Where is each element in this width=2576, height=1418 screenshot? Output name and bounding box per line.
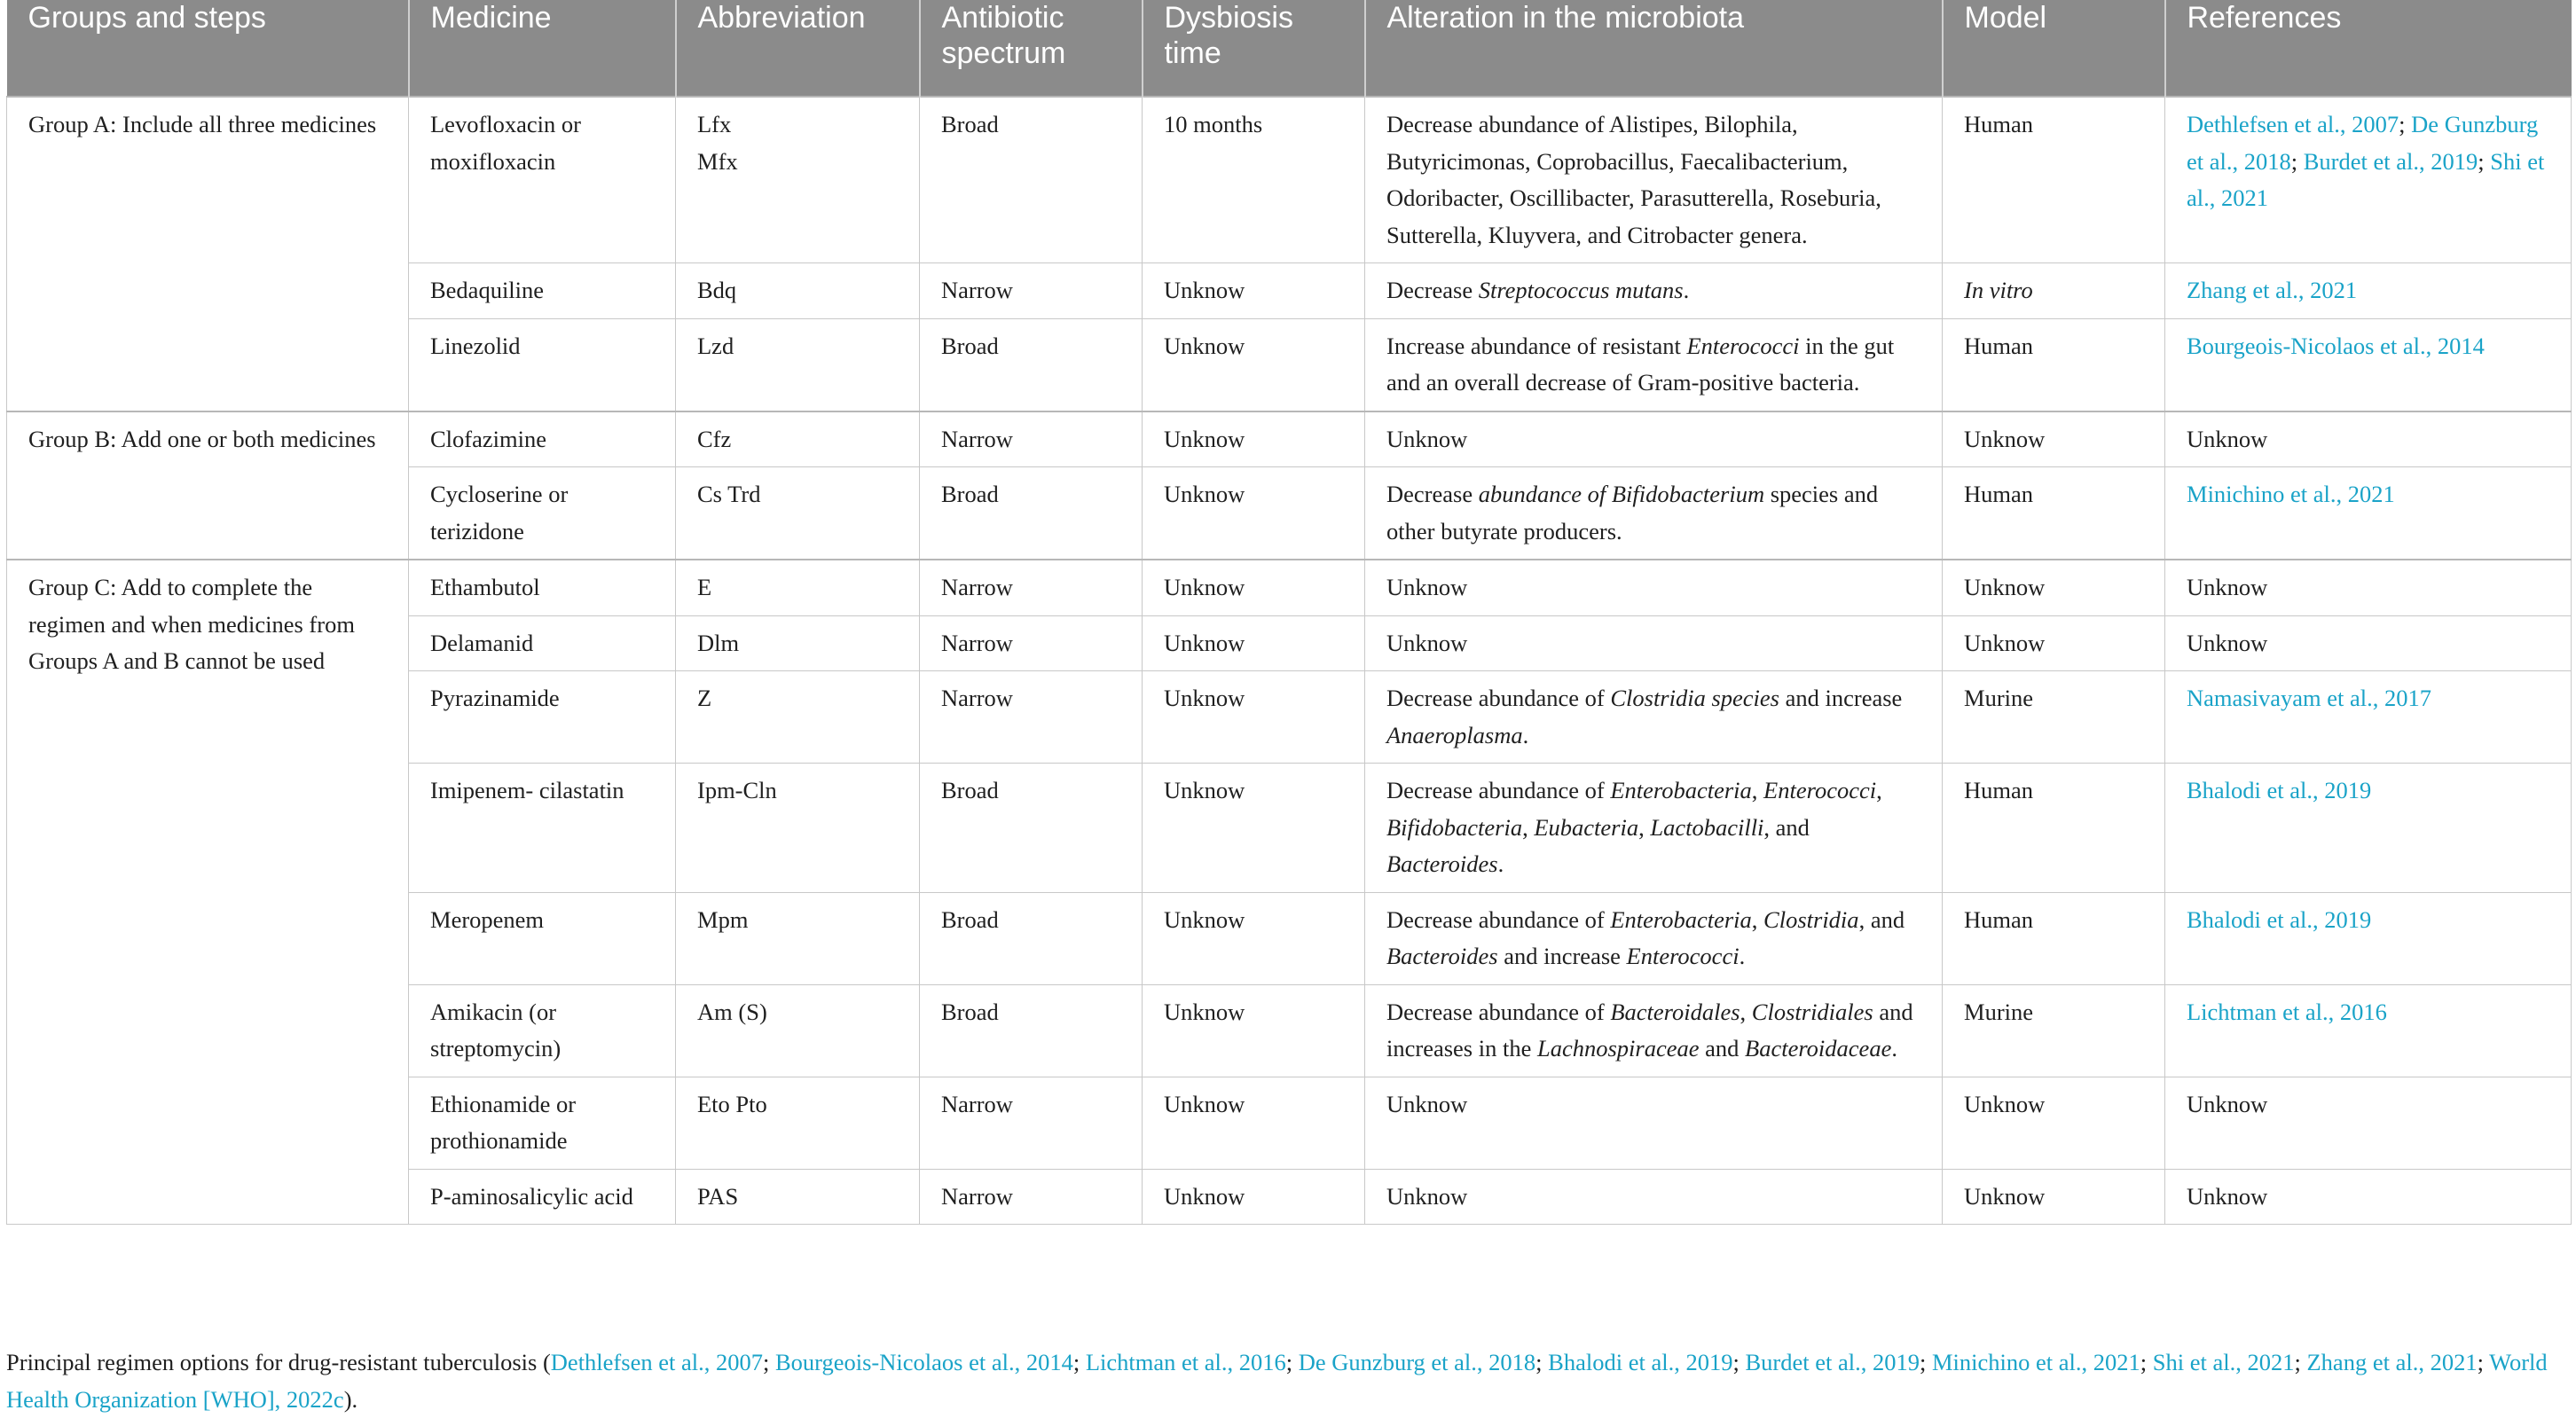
text-run: . xyxy=(1683,277,1690,303)
abbreviation-value: Mpm xyxy=(697,905,749,933)
text-run: , xyxy=(1740,998,1752,1025)
abbreviation-value: Bdq xyxy=(697,277,737,303)
spectrum-cell: Narrow xyxy=(920,263,1143,319)
dysbiosis-time-cell: Unknow xyxy=(1143,318,1365,411)
medicine-cell: Pyrazinamide xyxy=(409,671,676,764)
alteration-cell xyxy=(1365,560,1943,615)
references-cell xyxy=(2165,984,2572,1077)
text-run: Decrease abundance of xyxy=(1386,685,1611,711)
italic-text: Enterobacteria xyxy=(1610,905,1752,933)
spectrum-cell: Narrow xyxy=(920,411,1143,467)
text-run: ; xyxy=(1919,1349,1932,1375)
text-run: Principal regimen options for drug-resistant tuberculosis ( xyxy=(6,1349,551,1375)
references-cell xyxy=(2165,764,2572,893)
text-run: , xyxy=(1876,777,1882,803)
text-run: Unknow xyxy=(1386,425,1468,452)
table-row xyxy=(7,411,2572,467)
abbreviation-value: Cs Trd xyxy=(697,481,761,507)
text-run: Decrease abundance of xyxy=(1386,905,1611,933)
medicine-cell: Meropenem xyxy=(409,892,676,984)
text-run: Unknow xyxy=(1964,1182,2046,1210)
reference-link[interactable]: Bhalodi et al., 2019 xyxy=(2187,777,2372,803)
spectrum-cell: Narrow xyxy=(920,671,1143,764)
text-run: ; xyxy=(1535,1349,1549,1375)
abbreviation-cell xyxy=(676,97,920,263)
text-run: Human xyxy=(1964,905,2034,933)
text-run: , xyxy=(1751,905,1764,933)
header-references: References xyxy=(2165,0,2572,97)
reference-link[interactable]: Minichino et al., 2021 xyxy=(1931,1349,2140,1375)
header-model: Model xyxy=(1943,0,2165,97)
references-cell xyxy=(2165,411,2572,467)
abbreviation-cell xyxy=(676,1169,920,1225)
abbreviation-cell xyxy=(676,764,920,893)
dysbiosis-time-cell: Unknow xyxy=(1143,1169,1365,1225)
italic-text: Clostridiales xyxy=(1751,998,1873,1025)
text-run: Unknow xyxy=(1386,629,1468,656)
abbreviation-cell xyxy=(676,671,920,764)
text-run: . xyxy=(1891,1035,1897,1062)
text-run: Unknow xyxy=(1386,1090,1468,1117)
group-label: Group B: Add one or both medicines xyxy=(7,411,409,560)
text-run: Unknow xyxy=(2187,1182,2268,1210)
text-run: in the gut and an overall decrease of Gram-positive bacteria. xyxy=(1386,332,1895,396)
spectrum-cell: Narrow xyxy=(920,615,1143,671)
medicine-cell: Linezolid xyxy=(409,318,676,411)
italic-text: Bifidobacteria xyxy=(1386,813,1523,841)
italic-text: Bacteroidaceae xyxy=(1745,1035,1892,1062)
text-run: Increase abundance of resistant xyxy=(1386,332,1687,359)
abbreviation-cell xyxy=(676,263,920,319)
table-caption xyxy=(6,1344,2571,1418)
spectrum-cell: Narrow xyxy=(920,1077,1143,1169)
group-label: Group A: Include all three medicines xyxy=(7,97,409,411)
text-run: ; xyxy=(1072,1349,1086,1375)
spectrum-cell: Broad xyxy=(920,892,1143,984)
abbreviation-cell xyxy=(676,560,920,615)
text-run: . xyxy=(1739,943,1746,969)
reference-link[interactable]: Shi et al., 2021 xyxy=(2152,1349,2295,1375)
references-cell xyxy=(2165,467,2572,560)
italic-text: Eubacteria xyxy=(1534,813,1639,841)
abbreviation-cell xyxy=(676,984,920,1077)
text-run: Human xyxy=(1964,111,2034,137)
header-abbreviation: Abbreviation xyxy=(676,0,920,97)
reference-link[interactable]: Burdet et al., 2019 xyxy=(1745,1349,1920,1375)
medicine-cell: Delamanid xyxy=(409,615,676,671)
abbreviation-cell xyxy=(676,467,920,560)
text-run: Unknow xyxy=(1964,1090,2046,1117)
reference-link[interactable]: Zhang et al., 2021 xyxy=(2306,1349,2478,1375)
text-run: Decrease abundance of xyxy=(1386,998,1611,1025)
medicine-cell: Clofazimine xyxy=(409,411,676,467)
reference-link[interactable]: Minichino et al., 2021 xyxy=(2187,481,2395,507)
abbreviation-cell xyxy=(676,318,920,411)
text-run: Unknow xyxy=(1964,425,2046,452)
model-cell xyxy=(1943,615,2165,671)
text-run: and increase xyxy=(1497,943,1627,969)
model-cell xyxy=(1943,984,2165,1077)
model-cell xyxy=(1943,1169,2165,1225)
spectrum-cell: Narrow xyxy=(920,1169,1143,1225)
text-run: ; xyxy=(2399,111,2412,137)
abbreviation-value: Dlm xyxy=(697,629,740,656)
text-run: ; xyxy=(2140,1349,2153,1375)
reference-link[interactable]: Shi et al., 2021 xyxy=(2187,147,2545,211)
text-run: , xyxy=(1638,813,1651,841)
model-cell xyxy=(1943,467,2165,560)
text-run: Human xyxy=(1964,777,2034,803)
italic-text: In vitro xyxy=(1964,277,2033,303)
italic-text: Enterococci xyxy=(1763,777,1877,803)
regimen-table xyxy=(6,0,2572,1225)
alteration-cell xyxy=(1365,97,1943,263)
dysbiosis-time-cell: 10 months xyxy=(1143,97,1365,263)
reference-link[interactable]: Bourgeois-Nicolaos et al., 2014 xyxy=(774,1349,1073,1375)
medicine-cell: P-aminosalicylic acid xyxy=(409,1169,676,1225)
reference-link[interactable]: Dethlefsen et al., 2007 xyxy=(550,1349,763,1375)
dysbiosis-time-cell: Unknow xyxy=(1143,1077,1365,1169)
medicine-cell: Amikacin (or streptomycin) xyxy=(409,984,676,1077)
reference-link[interactable]: De Gunzburg et al., 2018 xyxy=(1298,1349,1536,1375)
spectrum-cell: Narrow xyxy=(920,560,1143,615)
model-cell xyxy=(1943,263,2165,319)
italic-text: Lactobacilli xyxy=(1650,813,1764,841)
text-run: Decrease xyxy=(1386,481,1479,507)
dysbiosis-time-cell: Unknow xyxy=(1143,560,1365,615)
abbreviation-value: Lzd xyxy=(697,332,734,359)
dysbiosis-time-cell: Unknow xyxy=(1143,984,1365,1077)
text-run: , and xyxy=(1858,905,1905,933)
header-spectrum: Antibiotic spectrum xyxy=(920,0,1143,97)
references-cell xyxy=(2165,615,2572,671)
spectrum-cell: Broad xyxy=(920,764,1143,893)
dysbiosis-time-cell: Unknow xyxy=(1143,467,1365,560)
alteration-cell xyxy=(1365,1169,1943,1225)
alteration-cell xyxy=(1365,984,1943,1077)
italic-text: Enterococci xyxy=(1626,943,1740,969)
header-groups: Groups and steps xyxy=(7,0,409,97)
abbreviation-value: Ipm-Cln xyxy=(697,777,777,803)
text-run: Decrease abundance of xyxy=(1386,777,1611,803)
medicine-cell: Imipenem- cilastatin xyxy=(409,764,676,893)
italic-text: abundance of Bifidobacterium xyxy=(1478,481,1765,507)
text-run: ). xyxy=(343,1385,358,1413)
table-row xyxy=(7,97,2572,263)
abbreviation-value: Eto Pto xyxy=(697,1090,767,1117)
header-row xyxy=(7,0,2572,97)
text-run: Unknow xyxy=(1964,629,2046,656)
text-run: and increase xyxy=(1779,685,1903,711)
header-alteration: Alteration in the microbiota xyxy=(1365,0,1943,97)
medicine-cell: Ethambutol xyxy=(409,560,676,615)
references-cell xyxy=(2165,97,2572,263)
alteration-cell xyxy=(1365,1077,1943,1169)
text-run: , and xyxy=(1763,813,1810,841)
table-row xyxy=(7,560,2572,615)
table-container xyxy=(6,0,2571,1225)
abbreviation-value: Cfz xyxy=(697,425,732,452)
header-dysbiosis-time: Dysbiosis time xyxy=(1143,0,1365,97)
spectrum-cell: Broad xyxy=(920,984,1143,1077)
text-run: ; xyxy=(2290,147,2304,175)
text-run: Unknow xyxy=(2187,425,2268,452)
spectrum-cell: Broad xyxy=(920,318,1143,411)
text-run: ; xyxy=(1732,1349,1746,1375)
spectrum-cell: Broad xyxy=(920,467,1143,560)
alteration-cell xyxy=(1365,615,1943,671)
reference-link[interactable]: Burdet et al., 2019 xyxy=(2303,147,2478,175)
text-run: ; xyxy=(2477,1349,2490,1375)
abbreviation-cell xyxy=(676,892,920,984)
abbreviation-cell xyxy=(676,1077,920,1169)
italic-text: Bacteroidales xyxy=(1610,998,1740,1025)
references-cell xyxy=(2165,1169,2572,1225)
text-run: ; xyxy=(2478,147,2491,175)
text-run: and xyxy=(1699,1035,1746,1062)
text-run: . xyxy=(1522,721,1529,748)
text-run: ; xyxy=(2294,1349,2307,1375)
text-run: Unknow xyxy=(1386,1182,1468,1210)
text-run: Unknow xyxy=(1964,574,2046,600)
table-body xyxy=(7,97,2572,1225)
abbreviation-value: E xyxy=(697,574,712,600)
text-run: , xyxy=(1751,777,1764,803)
text-run: Murine xyxy=(1964,685,2034,711)
model-cell xyxy=(1943,671,2165,764)
dysbiosis-time-cell: Unknow xyxy=(1143,263,1365,319)
group-label: Group C: Add to complete the regimen and when medicines from Groups A and B cannot be used xyxy=(7,560,409,1225)
text-run: Decrease xyxy=(1386,277,1479,303)
model-cell xyxy=(1943,1077,2165,1169)
text-run: Unknow xyxy=(1386,574,1468,600)
model-cell xyxy=(1943,318,2165,411)
reference-link[interactable]: Dethlefsen et al., 2007 xyxy=(2187,111,2399,137)
medicine-cell: Levofloxacin or moxifloxacin xyxy=(409,97,676,263)
alteration-cell xyxy=(1365,467,1943,560)
text-run: Decrease abundance of Alistipes, Bilophila, Butyricimonas, Coprobacillus, Faecalibacterium, Odoribacter, Oscillibacter, Parasutterella, Roseburia, Sutterella, Kluyvera, and Citrobacter genera. xyxy=(1386,111,1881,248)
text-run: , xyxy=(1522,813,1535,841)
italic-text: Anaeroplasma xyxy=(1386,721,1523,748)
abbreviation-cell xyxy=(676,411,920,467)
italic-text: Streptococcus mutans xyxy=(1478,277,1684,303)
italic-text: Enterobacteria xyxy=(1610,777,1752,803)
references-cell xyxy=(2165,263,2572,319)
references-cell xyxy=(2165,318,2572,411)
abbreviation-cell xyxy=(676,615,920,671)
dysbiosis-time-cell: Unknow xyxy=(1143,411,1365,467)
medicine-cell: Bedaquiline xyxy=(409,263,676,319)
model-cell xyxy=(1943,97,2165,263)
text-run: species and other butyrate producers. xyxy=(1386,481,1879,544)
reference-link[interactable]: Zhang et al., 2021 xyxy=(2187,277,2358,303)
spectrum-cell: Broad xyxy=(920,97,1143,263)
abbreviation-value: Am (S) xyxy=(697,998,767,1025)
model-cell xyxy=(1943,411,2165,467)
model-cell xyxy=(1943,560,2165,615)
text-run: and increases in the xyxy=(1386,998,1913,1062)
reference-link[interactable]: World Health Organization [WHO], 2022c xyxy=(6,1349,2548,1413)
italic-text: Bacteroides xyxy=(1386,850,1498,877)
text-run: Murine xyxy=(1964,998,2034,1025)
references-cell xyxy=(2165,560,2572,615)
references-cell xyxy=(2165,892,2572,984)
text-run: Unknow xyxy=(2187,1090,2268,1117)
medicine-cell: Ethionamide or prothionamide xyxy=(409,1077,676,1169)
italic-text: Lachnospiraceae xyxy=(1536,1035,1700,1062)
references-cell xyxy=(2165,671,2572,764)
header-medicine: Medicine xyxy=(409,0,676,97)
text-run: ; xyxy=(1285,1349,1299,1375)
italic-text: Clostridia xyxy=(1763,905,1859,933)
reference-link[interactable]: Bhalodi et al., 2019 xyxy=(1548,1349,1733,1375)
text-run: Unknow xyxy=(2187,629,2268,656)
reference-link[interactable]: Namasivayam et al., 2017 xyxy=(2187,685,2431,711)
reference-link[interactable]: Bhalodi et al., 2019 xyxy=(2187,905,2372,933)
abbreviation-value: Z xyxy=(697,685,712,711)
text-run: . xyxy=(1497,850,1504,877)
reference-link[interactable]: De Gunzburg et al., 2018 xyxy=(2187,111,2539,175)
italic-text: Clostridia species xyxy=(1610,685,1779,711)
alteration-cell xyxy=(1365,892,1943,984)
alteration-cell xyxy=(1365,764,1943,893)
alteration-cell xyxy=(1365,411,1943,467)
italic-text: Bacteroides xyxy=(1386,943,1498,969)
model-cell xyxy=(1943,892,2165,984)
reference-link[interactable]: Lichtman et al., 2016 xyxy=(1085,1349,1286,1375)
reference-link[interactable]: Lichtman et al., 2016 xyxy=(2187,998,2387,1025)
text-run: Human xyxy=(1964,481,2034,507)
dysbiosis-time-cell: Unknow xyxy=(1143,764,1365,893)
text-run: Human xyxy=(1964,332,2034,359)
abbreviation-value: Lfx xyxy=(697,111,732,137)
text-run: Unknow xyxy=(2187,574,2268,600)
abbreviation-value: Mfx xyxy=(697,147,738,175)
references-cell xyxy=(2165,1077,2572,1169)
alteration-cell xyxy=(1365,318,1943,411)
alteration-cell xyxy=(1365,671,1943,764)
dysbiosis-time-cell: Unknow xyxy=(1143,671,1365,764)
italic-text: Enterococci xyxy=(1686,332,1800,359)
model-cell xyxy=(1943,764,2165,893)
dysbiosis-time-cell: Unknow xyxy=(1143,892,1365,984)
abbreviation-value: PAS xyxy=(697,1182,739,1210)
alteration-cell xyxy=(1365,263,1943,319)
reference-link[interactable]: Bourgeois-Nicolaos et al., 2014 xyxy=(2187,332,2485,359)
medicine-cell: Cycloserine or terizidone xyxy=(409,467,676,560)
text-run: ; xyxy=(762,1349,775,1375)
dysbiosis-time-cell: Unknow xyxy=(1143,615,1365,671)
